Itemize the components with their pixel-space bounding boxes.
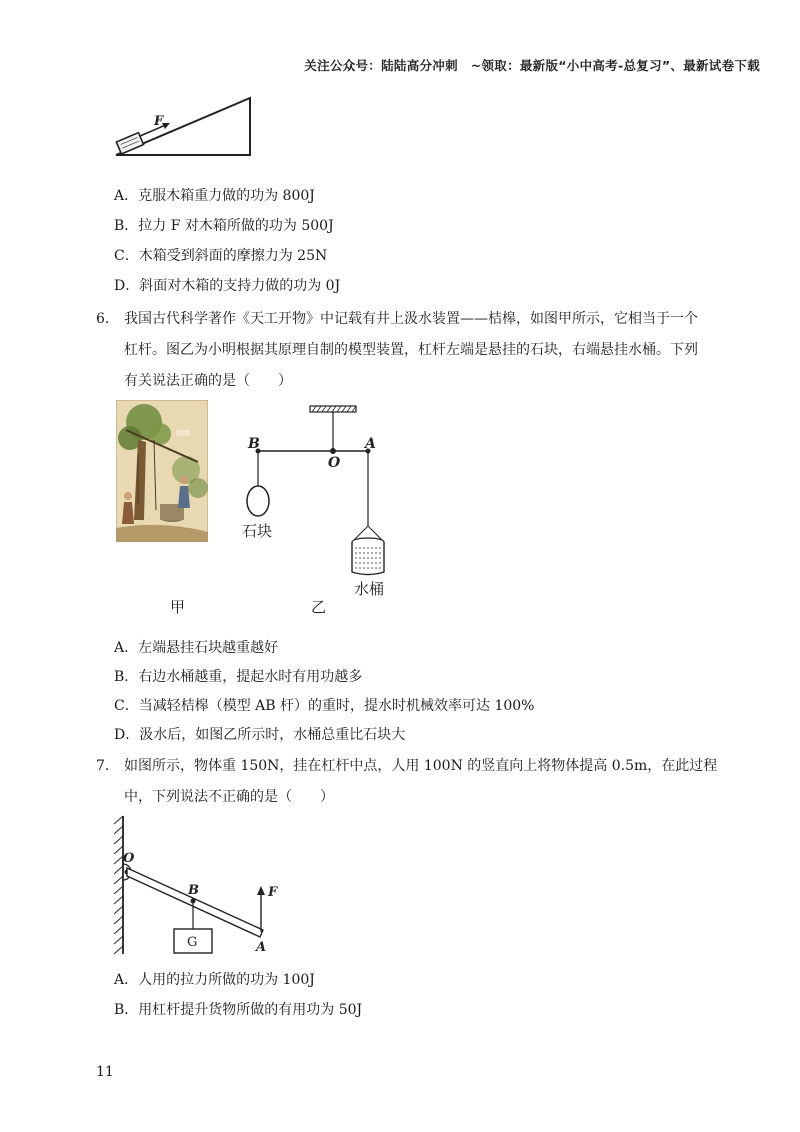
q6-text-line-3: 有关说法正确的是（ ）	[124, 373, 292, 389]
page-number: 11	[96, 1064, 114, 1080]
q6-text-line-1: 我国古代科学著作《天工开物》中记载有井上汲水装置——桔槔，如图甲所示，它相当于一个	[124, 311, 698, 327]
q6-text-line-2: 杠杆。图乙为小明根据其原理自制的模型装置，杠杆左端是悬挂的石块，右端悬挂水桶。下列	[124, 342, 698, 358]
force-f-arrowhead	[257, 886, 265, 895]
figure-jia-caption: 甲	[170, 598, 186, 616]
force-f-label: F	[268, 885, 278, 900]
page-header: 关注公众号：陆陆高分冲刺 ~领取：最新版“小中高考-总复习”、最新试卷下载	[304, 58, 760, 73]
q7-option-a: A．人用的拉力所做的功为 100J	[114, 972, 315, 988]
q5-option-c: C．木箱受到斜面的摩擦力为 25N	[114, 248, 328, 264]
q6-option-b: B．右边水桶越重，提起水时有用功越多	[114, 669, 363, 685]
figure-yi-caption: 乙	[311, 598, 327, 616]
pivot-o-label: O	[123, 851, 135, 866]
point-a-label: A	[365, 436, 376, 452]
q7-text-line-1: 如图所示，物体重 150N，挂在杠杆中点，人用 100N 的竖直向上将物体提高 0.5m，在此过程	[124, 758, 718, 774]
wooden-box	[116, 133, 143, 154]
point-b-label: B	[188, 883, 199, 898]
q7-lever-figure	[110, 814, 285, 956]
q6-option-c: C．当减轻桔槔（模型 AB 杆）的重时，提水时机械效率可达 100%	[114, 698, 535, 714]
q5-option-d: D．斜面对木箱的支持力做的功为 0J	[114, 278, 341, 294]
figure-jia-illustration	[116, 400, 208, 542]
q6-option-a: A．左端悬挂石块越重越好	[114, 640, 279, 656]
point-b-label: B	[248, 436, 260, 452]
q7-number: 7.	[96, 758, 110, 774]
stone-label: 石块	[242, 522, 273, 540]
water-bucket	[352, 538, 384, 575]
q7-text-line-2: 中，下列说法不正确的是（ ）	[124, 789, 334, 805]
figure-yi-lever-model	[236, 404, 406, 600]
point-o-label: O	[328, 455, 341, 471]
q6-number: 6.	[96, 311, 110, 327]
q7-option-b: B．用杠杆提升货物所做的有用功为 50J	[114, 1002, 363, 1018]
q5-option-a: A．克服木箱重力做的功为 800J	[114, 188, 315, 204]
point-a-label: A	[256, 940, 267, 955]
bucket-label: 水桶	[354, 580, 385, 598]
weight-g-label: G	[187, 935, 198, 950]
stone	[247, 486, 269, 516]
q6-option-d: D．汲水后，如图乙所示时，水桶总重比石块大	[114, 727, 406, 743]
q5-option-b: B．拉力 F 对木箱所做的功为 500J	[114, 218, 334, 234]
force-label: F	[154, 114, 164, 129]
incline-figure	[110, 92, 260, 162]
